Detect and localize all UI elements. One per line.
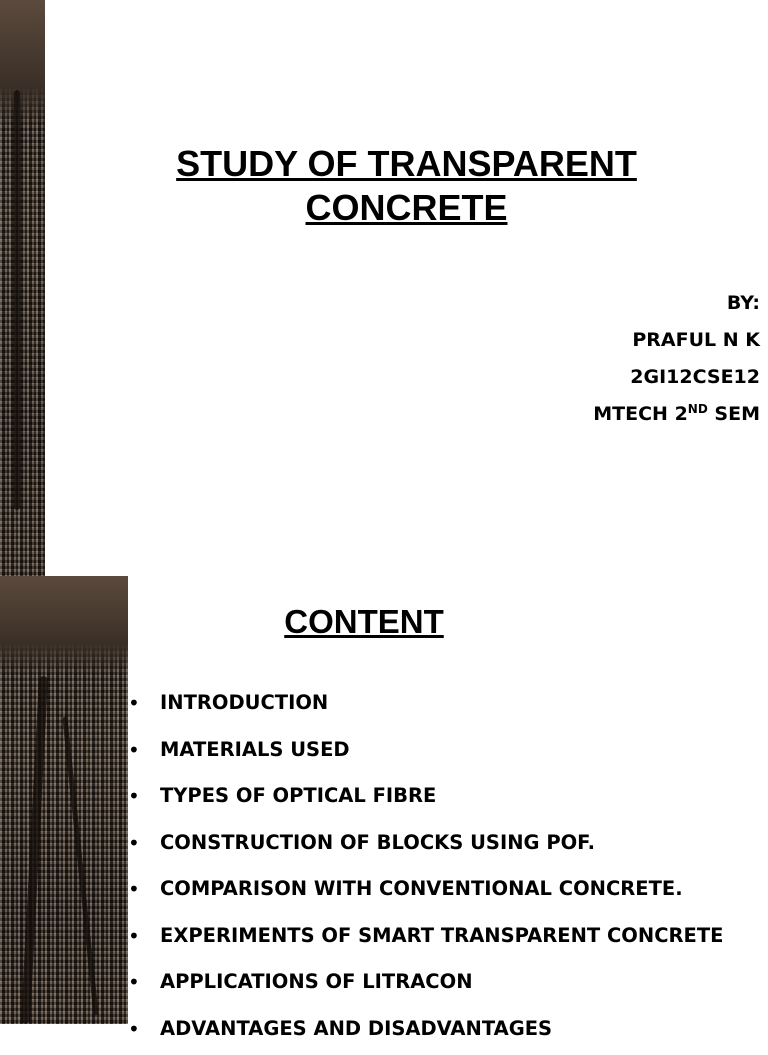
list-item-text: COMPARISON WITH CONVENTIONAL CONCRETE.: [160, 877, 683, 900]
bullet-icon: •: [128, 962, 140, 1002]
slide-title: [100, 142, 713, 230]
list-item-text: APPLICATIONS OF LITRACON: [160, 970, 473, 993]
list-item-text: MATERIALS USED: [160, 738, 350, 761]
list-item: [128, 776, 723, 823]
list-item: [128, 730, 723, 777]
side-photo-transparent-concrete: [0, 0, 45, 576]
list-item: [128, 683, 723, 730]
list-item-text: ADVANTAGES AND DISADVANTAGES: [160, 1017, 552, 1040]
list-item: [128, 1009, 723, 1055]
bullet-icon: •: [128, 776, 140, 816]
author-name: PRAFUL N K: [593, 322, 760, 359]
bullet-icon: •: [128, 869, 140, 909]
bullet-icon: •: [128, 683, 140, 723]
bullet-icon: •: [128, 730, 140, 770]
bullet-icon: •: [128, 823, 140, 863]
course-suffix: SEM: [708, 403, 760, 425]
author-block: [593, 285, 760, 433]
list-item-text: TYPES OF OPTICAL FIBRE: [160, 784, 436, 807]
course-prefix: MTECH 2: [593, 403, 688, 425]
list-item: [128, 962, 723, 1009]
bullet-icon: •: [128, 916, 140, 956]
list-item-text: CONSTRUCTION OF BLOCKS USING POF.: [160, 831, 595, 854]
slide-title-line-1: STUDY OF TRANSPARENT: [100, 142, 713, 186]
course-ordinal-suffix: ND: [688, 402, 708, 416]
list-item: [128, 916, 723, 963]
author-course: [593, 396, 760, 433]
content-heading: CONTENT: [0, 602, 728, 642]
author-usn: 2GI12CSE12: [593, 359, 760, 396]
side-photo-transparent-concrete: [0, 576, 128, 1024]
list-item-text: INTRODUCTION: [160, 691, 328, 714]
list-item: [128, 869, 723, 916]
by-label: BY:: [593, 285, 760, 322]
content-list: [128, 683, 723, 1055]
bullet-icon: •: [128, 1009, 140, 1049]
slide-title-line-2: CONCRETE: [100, 186, 713, 230]
list-item-text: EXPERIMENTS OF SMART TRANSPARENT CONCRETE: [160, 924, 723, 947]
list-item: [128, 823, 723, 870]
